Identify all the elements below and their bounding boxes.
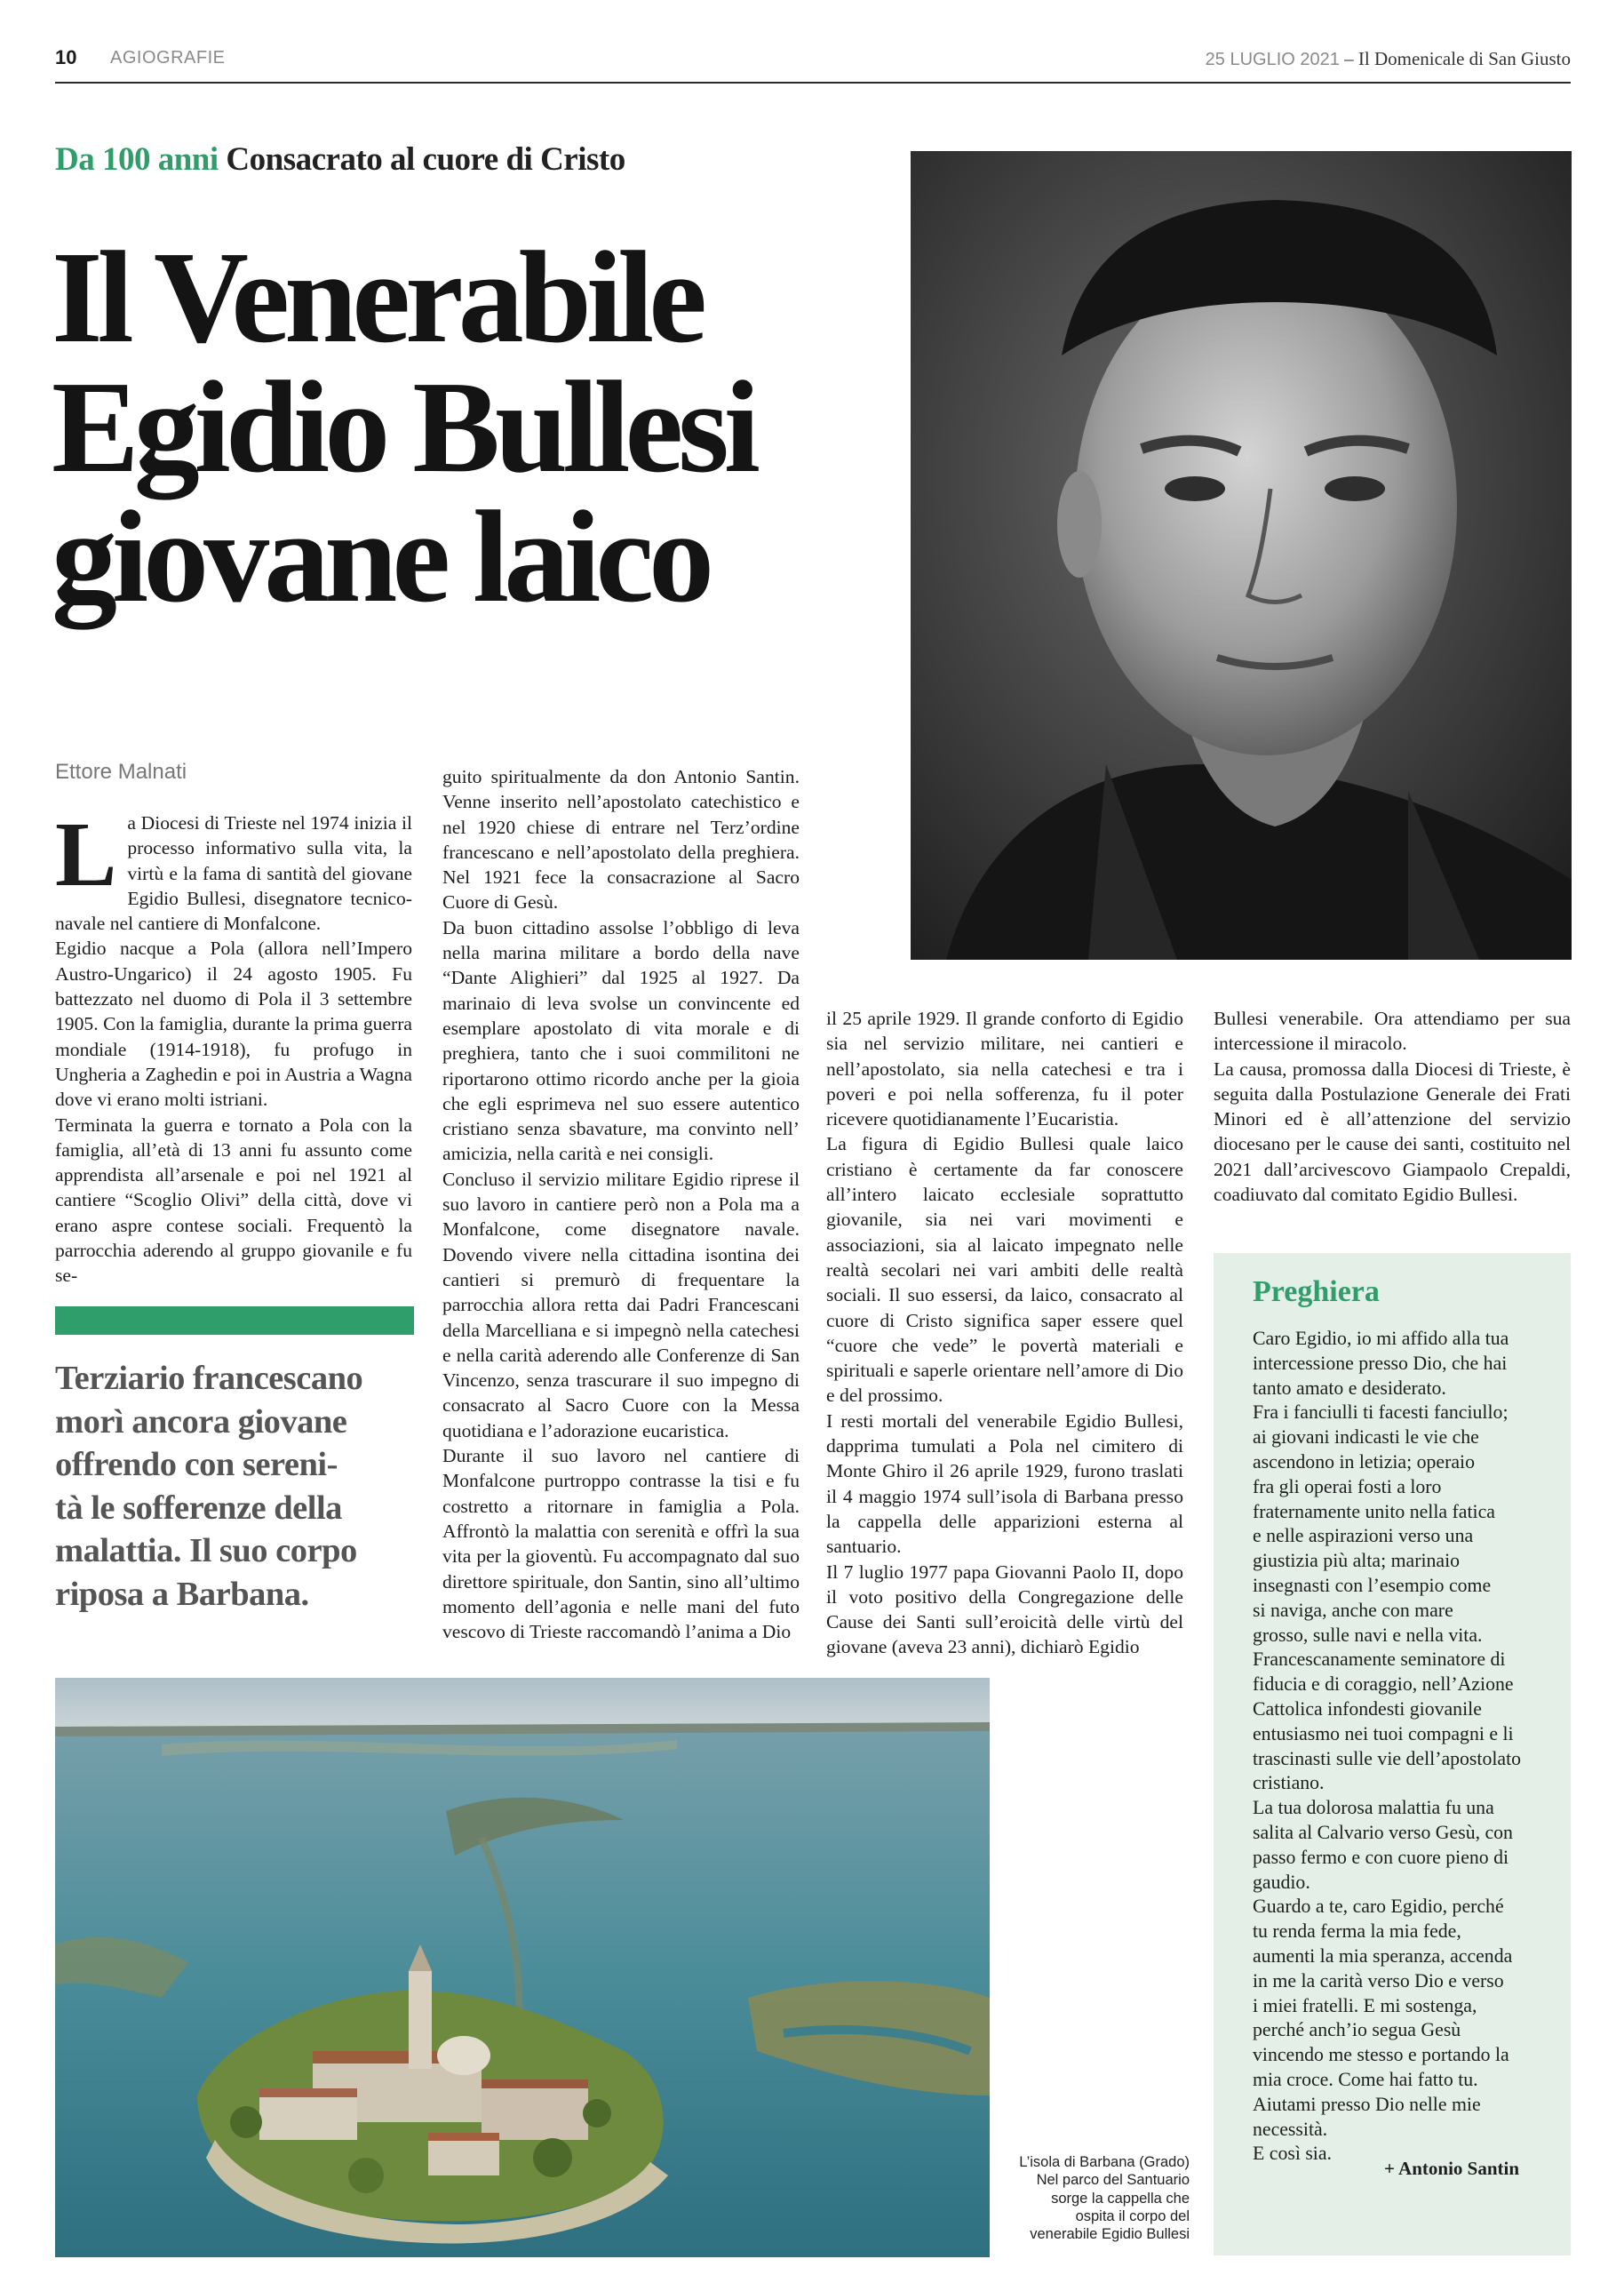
island-photo: [55, 1678, 990, 2257]
prayer-line: Cattolica infondesti giovanile: [1253, 1697, 1482, 1720]
prayer-line: grosso, sulle navi e nella vita.: [1253, 1624, 1483, 1646]
article-paragraph: La figura di Egidio Bullesi quale laico cristiano è certamente da far conoscere all’intero laicato ecclesiale soprattutto giovanile, sia nei vari movimenti e associazioni, sia al laicato impegnato nelle realtà secolari nei vari ambiti delle realtà sociali. Il suo essersi, da laico, consacrato al cuore di Cristo significa saper essere quel “cuore che vede” le povertà materiali e spirituali e saperle orientare nell’amore di Dio e del prossimo.: [826, 1133, 1183, 1407]
article-paragraph: Il 7 luglio 1977 papa Giovanni Paolo II, dopo il voto positivo della Congregazione delle Cause dei Santi sull’eroicità delle virtù del giovane (aveva 23 anni), dichiarò Egidio: [826, 1561, 1183, 1658]
prayer-line: insegnasti con l’esempio come: [1253, 1574, 1492, 1596]
kicker: [55, 140, 625, 179]
pull-quote-line: Terziario francescano: [55, 1360, 363, 1397]
headline-line: Egidio Bullesi: [52, 355, 755, 500]
article-paragraph: guito spiritualmente da don Antonio Santin. Venne inserito nell’apostolato catechistico e nel 1920 chiese di entrare nel Terz’ordine francescano e nell’apostolato della preghiera. Nel 1921 fece la consacrazione al Sacro Cuore di Gesù.: [442, 766, 800, 914]
pull-quote-line: tà le sofferenze della: [55, 1489, 342, 1527]
article-paragraph: Durante il suo lavoro nel cantiere di Monfalcone purtroppo contrasse la tisi e fu costretto a ritornare in famiglia a Pola. Affrontò la malattia con serenità e offrì la sua vita per la gioventù. Fu accompagnato dal suo direttore spirituale, don Santin, sino all’ultimo momento dell’agonia e nelle mani del futo vescovo di Trieste raccomandò l’anima a Dio: [442, 1445, 800, 1643]
article-paragraph: [55, 803, 412, 936]
prayer-line: Guardo a te, caro Egidio, perché: [1253, 1896, 1504, 1918]
prayer-line: Francescanamente seminatore di: [1253, 1648, 1506, 1671]
publication-line: [1206, 48, 1571, 70]
prayer-line: aumenti la mia speranza, accenda: [1253, 1944, 1513, 1967]
article-paragraph: I resti mortali del venerabile Egidio Bullesi, dapprima tumulati a Pola nel cimitero di Monte Ghiro il 26 aprile 1929, furono traslati il 4 maggio 1974 sull’isola di Barbana presso la cappella delle apparizioni esterna al santuario.: [826, 1409, 1183, 1558]
prayer-line: passo fermo e con cuore pieno di: [1253, 1846, 1509, 1868]
caption-line: L’isola di Barbana (Grado): [1019, 2154, 1190, 2170]
prayer-line: e nelle aspirazioni verso una: [1253, 1525, 1474, 1547]
prayer-line: fiducia e di coraggio, nell’Azione: [1253, 1673, 1514, 1696]
prayer-line: Caro Egidio, io mi affido alla tua: [1253, 1328, 1509, 1349]
headline: [52, 225, 887, 630]
lead-text: a Diocesi di Trieste nel 1974 inizia il processo informativo sulla vita, la virtù e la fama di santità del giovane Egidio Bullesi, disegnatore tecnico-navale nel cantiere di Monfalcone.: [55, 812, 412, 935]
pull-quote: [55, 1357, 428, 1616]
prayer-line: perché anch’io segua Gesù: [1253, 2019, 1461, 2041]
prayer-line: ascendono in letizia; operaio: [1253, 1450, 1475, 1473]
prayer-line: fra gli operai fosti a loro: [1253, 1475, 1442, 1497]
pull-quote-line: malattia. Il suo corpo: [55, 1532, 357, 1569]
prayer-line: necessità.: [1253, 2118, 1328, 2140]
prayer-line: i miei fratelli. E mi sostenga,: [1253, 1994, 1477, 2016]
prayer-text: [1253, 1327, 1555, 2167]
article-paragraph: Egidio nacque a Pola (allora nell’Impero Austro-Ungarico) il 24 agosto 1905. Fu battezzato nel duomo di Pola il 3 settembre 1905. Con la famiglia, durante la prima guerra mondiale (1914-1918), fu profugo in Ungheria a Zaghedin e poi in Austria a Wagna dove vi erano molti istriani.: [55, 938, 412, 1111]
article-paragraph: Da buon cittadino assolse l’obbligo di leva nella marina militare a bordo della nave “Dante Alighieri” dal 1925 al 1927. Da marinaio di leva svolse un convincente ed esemplare apostolato di vita morale e di preghiera, tanto che i suoi commilitoni ne riportarono ottimo ricordo anche per la gioia che egli esprimeva nel suo essere autentico cristiano senza sbavature, ma convinto nell’ amicizia, nella carità e nei consigli.: [442, 916, 800, 1165]
article-paragraph: il 25 aprile 1929. Il grande conforto di Egidio sia nel servizio militare, nei cantieri e nell’apostolato, sia nella catechesi e tra i poveri e poi nella sofferenza, fu il poter ricevere quotidianamente l’Eucaristia.: [826, 1008, 1183, 1130]
prayer-signature: + Antonio Santin: [1384, 2158, 1520, 2179]
caption-line: Nel parco del Santuario: [1036, 2172, 1190, 2189]
caption-line: venerabile Egidio Bullesi: [1030, 2226, 1190, 2243]
prayer-line: giustizia più alta; marinaio: [1253, 1550, 1461, 1572]
headline-line: Il Venerabile: [52, 225, 702, 371]
prayer-line: cristiano.: [1253, 1772, 1325, 1794]
article-column-4: [1214, 1006, 1571, 1207]
prayer-line: Fra i fanciulli ti facesti fanciullo;: [1253, 1401, 1509, 1424]
kicker-highlight: Da 100 anni: [55, 141, 219, 178]
prayer-line: La tua dolorosa malattia fu una: [1253, 1797, 1494, 1819]
article-paragraph: La causa, promossa dalla Diocesi di Trieste, è seguita dalla Postulazione Generale dei Frati Minori ed è all’attenzione del servizio diocesano per le cause dei santi, costituito nel 2021 dall’arcivescovo Giampaolo Crepaldi, coadiuvato dal comitato Egidio Bullesi.: [1214, 1058, 1571, 1206]
prayer-line: entusiasmo nei tuoi compagni e li: [1253, 1722, 1514, 1744]
kicker-text: Consacrato al cuore di Cristo: [218, 141, 625, 178]
pull-quote-bar: [55, 1306, 414, 1335]
article-paragraph: Terminata la guerra e tornato a Pola con la famiglia, all’età di 13 anni fu assunto come apprendista all’arsenale e poi nel 1921 al cantiere “Scoglio Olivi” della città, dove vi erano aspre contese sociali. Frequentò la parrocchia aderendo al gruppo giovanile e fu se-: [55, 1114, 412, 1287]
section-label: AGIOGRAFIE: [110, 48, 226, 68]
article-column-3: [826, 1006, 1183, 1660]
caption-line: ospita il corpo del: [1075, 2207, 1190, 2224]
prayer-line: tu renda ferma la mia fede,: [1253, 1920, 1461, 1943]
pull-quote-line: morì ancora giovane: [55, 1402, 347, 1441]
prayer-line: in me la carità verso Dio e verso: [1253, 1969, 1504, 1992]
article-column-1: [55, 803, 412, 1289]
headline-line: giovane laico: [52, 484, 710, 630]
prayer-line: E così sia.: [1253, 2143, 1332, 2165]
prayer-line: gaudio.: [1253, 1871, 1310, 1893]
publication-name: – Il Domenicale di San Giusto: [1344, 48, 1571, 69]
prayer-title: Preghiera: [1253, 1275, 1380, 1308]
article-paragraph: Concluso il servizio militare Egidio riprese il suo lavoro in cantiere però non a Pola ma a Monfalcone, come disegnatore navale. Dovendo vivere nella cittadina isontina dei cantieri si premurò di frequentare la parrocchia allora retta dai Padri Francescani della Marcelliana e si impegnò nella catechesi e nella carità aderendo alle Conferenze di San Vincenzo, senza trascurare il suo impegno di consacrato al Sacro Cuore con la Messa quotidiana e l’adorazione eucaristica.: [442, 1168, 800, 1441]
island-image: [55, 1678, 990, 2257]
portrait-image: [911, 151, 1572, 960]
page-number: 10: [55, 46, 77, 68]
prayer-line: salita al Calvario verso Gesù, con: [1253, 1821, 1513, 1843]
article-column-2: [442, 764, 800, 1644]
drop-cap: L: [55, 803, 117, 906]
byline: Ettore Malnati: [55, 760, 187, 784]
portrait-photo: [911, 151, 1572, 960]
prayer-line: ai giovani indicasti le vie che: [1253, 1426, 1479, 1449]
pull-quote-line: riposa a Barbana.: [55, 1575, 309, 1613]
prayer-line: tanto amato e desiderato.: [1253, 1377, 1446, 1399]
prayer-line: vincendo me stesso e portando la: [1253, 2044, 1509, 2066]
prayer-line: trascinasti sulle vie dell’apostolato: [1253, 1747, 1522, 1769]
issue-date: 25 LUGLIO 2021: [1205, 50, 1340, 69]
prayer-line: Aiutami presso Dio nelle mie: [1253, 2093, 1481, 2115]
prayer-line: si naviga, anche con mare: [1253, 1599, 1453, 1621]
prayer-line: fraternamente unito nella fatica: [1253, 1500, 1495, 1522]
article-paragraph: Bullesi venerabile. Ora attendiamo per sua intercessione il miracolo.: [1214, 1008, 1571, 1055]
header-rule: [55, 82, 1571, 84]
prayer-line: mia croce. Come hai fatto tu.: [1253, 2068, 1478, 2090]
pull-quote-line: offrendo con sereni-: [55, 1446, 338, 1483]
caption-line: sorge la cappella che: [1051, 2190, 1190, 2207]
prayer-line: intercessione presso Dio, che hai: [1253, 1352, 1508, 1374]
photo-caption: [1007, 2153, 1190, 2243]
